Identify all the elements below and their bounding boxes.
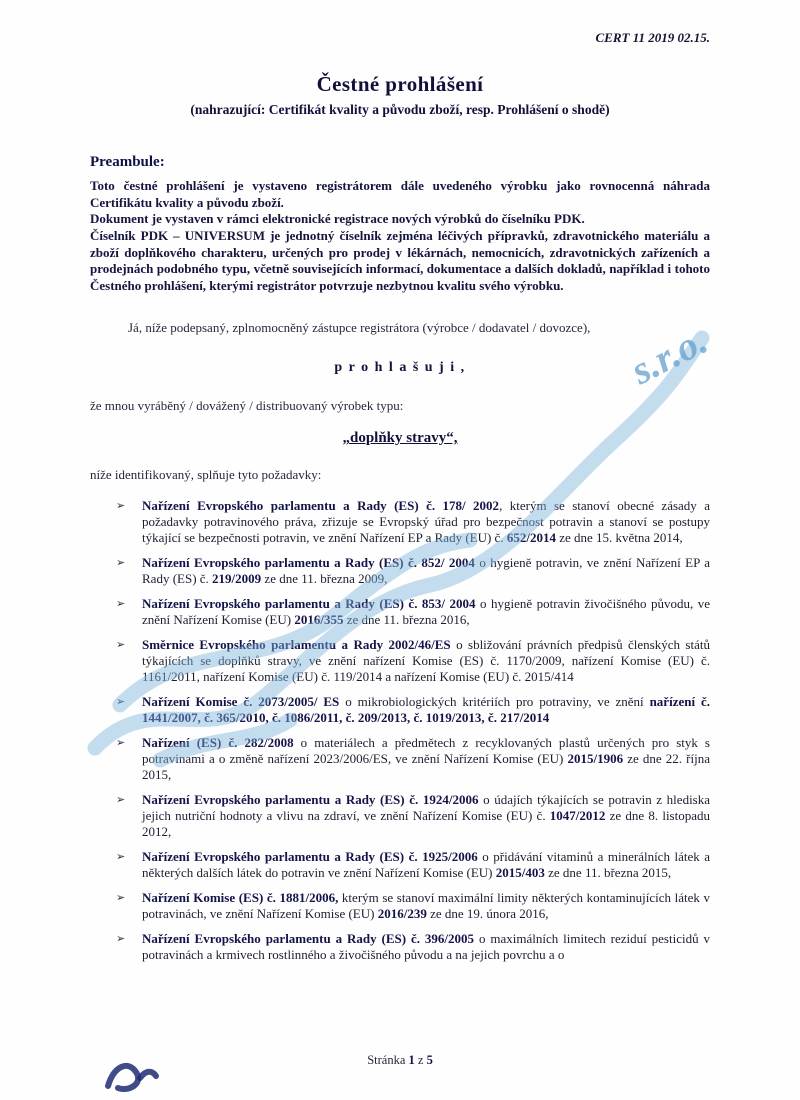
requirement-item [90, 849, 710, 881]
footer-label: Stránka [367, 1053, 406, 1067]
preamble-paragraph-1: Toto čestné prohlášení je vystaveno registrátorem dále uvedeného výrobku jako rovnocenná náhrada Certifikátu kvality a původu zboží. [90, 178, 710, 210]
product-type: „doplňky stravy“, [342, 430, 458, 447]
arrow-bullet-icon: ➢ [116, 556, 126, 570]
footer-total-pages: 5 [426, 1053, 433, 1067]
requirement-item [90, 735, 710, 783]
footer-page-number: 1 [408, 1053, 415, 1067]
requirement-item [90, 555, 710, 587]
requirement-item [90, 498, 710, 546]
arrow-bullet-icon: ➢ [116, 638, 126, 652]
requirement-item [90, 931, 710, 963]
requirements-list [90, 498, 710, 963]
requirement-text: Nařízení Komise č. 2073/2005/ ES o mikrobiologických kritériích pro potraviny, ve znění nařízení č. 1441/2007, č. 365/2010, č. 1086/2011, č. 209/2013, č. 1019/2013, č. 217/2014 [142, 694, 710, 726]
document-code: CERT 11 2019 02.15. [595, 30, 710, 45]
document-title: Čestné prohlášení [316, 72, 484, 96]
arrow-bullet-icon: ➢ [116, 793, 126, 807]
requirement-text: Nařízení Evropského parlamentu a Rady (ES) č. 1924/2006 o údajích týkajících se potravin z hlediska jejich nutriční hodnoty a vlivu na zdraví, ve znění Nařízení Komise (EU) č. 1047/2012 ze dne 8. listopadu 2012, [142, 792, 711, 840]
preamble-paragraph-3: Číselník PDK – UNIVERSUM je jednotný číselník zejména léčivých přípravků, zdravotnického materiálu a zboží doplňkového charakteru, určených pro prodej v lékárnách, nemocnicích, zdravotnických zařízeních a prodejnách podobného typu, včetně souvisejících informací, dokumentace a dalších dokladů, například i tohoto Čestného prohlášení, kterými registrátor potvrzuje nezbytnou kvalitu svého výrobku. [90, 227, 710, 293]
requirement-text: Nařízení Komise (ES) č. 1881/2006, kterým se stanoví maximální limity některých kontaminujících látek v potravinách, ve znění Nařízení Komise (EU) 2016/239 ze dne 19. února 2016, [142, 890, 711, 922]
document-subtitle: (nahrazující: Certifikát kvality a původu zboží, resp. Prohlášení o shodě) [190, 102, 610, 117]
arrow-bullet-icon: ➢ [116, 891, 126, 905]
arrow-bullet-icon: ➢ [116, 597, 126, 611]
requirement-item [90, 596, 710, 628]
requirement-text: Nařízení Evropského parlamentu a Rady (ES) č. 396/2005 o maximálních limitech reziduí pesticidů v potravinách a krmivech rostlinného a živočišného původu a na jejich povrchu a o [142, 931, 710, 963]
requirement-item [90, 637, 710, 685]
requirement-item [90, 890, 710, 922]
declarer-line: Já, níže podepsaný, zplnomocněný zástupce registrátora (výrobce / dodavatel / dovozce), [128, 320, 591, 336]
declaration-word: p r o h l a š u j i , [334, 360, 466, 376]
product-intro-line: že mnou vyráběný / dovážený / distribuovaný výrobek typu: [90, 398, 404, 414]
requirement-text: Nařízení (ES) č. 282/2008 o materiálech a předmětech z recyklovaných plastů určených pro styk s potravinami a o změně nařízení 2023/2006/ES, ve znění Nařízení Komise (EU) 2015/1906 ze dne 22. října 2015, [142, 735, 710, 783]
page-footer [0, 1053, 800, 1068]
preamble-paragraph-2: Dokument je vystaven v rámci elektronické registrace nových výrobků do číselníku PDK. [90, 211, 585, 227]
arrow-bullet-icon: ➢ [116, 932, 126, 946]
arrow-bullet-icon: ➢ [116, 850, 126, 864]
requirement-item [90, 792, 710, 840]
watermark-text: s.r.o. [623, 317, 715, 394]
requirement-text: Nařízení Evropského parlamentu a Rady (ES) č. 852/ 2004 o hygieně potravin, ve znění Nařízení EP a Rady (ES) č. 219/2009 ze dne 11. března 2009, [142, 555, 711, 587]
requirement-text: Směrnice Evropského parlamentu a Rady 2002/46/ES o sbližování právních předpisů členských států týkajících se doplňků stravy, ve znění nařízení Komise (ES) č. 1170/2009, nařízení Komise (EU) č. 1161/2011, nařízení Komise (EU) č. 119/2014 a nařízení Komise (EU) č. 2015/414 [142, 637, 710, 685]
requirement-text: Nařízení Evropského parlamentu a Rady (ES) č. 178/ 2002, kterým se stanoví obecné zásady a požadavky potravinového práva, zřizuje se Evropský úřad pro bezpečnost potravin a stanoví se postupy týkající se bezpečnosti potravin, ve znění Nařízení EP a Rady (EU) č. 652/2014 ze dne 15. května 2014, [142, 498, 710, 546]
footer-separator: z [417, 1053, 424, 1067]
requirement-text: Nařízení Evropského parlamentu a Rady (ES) č. 1925/2006 o přidávání vitaminů a minerálních látek a některých dalších látek do potravin ve znění Nařízení Komise (EU) 2015/403 ze dne 11. března 2015, [142, 849, 711, 881]
arrow-bullet-icon: ➢ [116, 499, 126, 513]
preamble-heading: Preambule: [90, 154, 165, 170]
requirement-item [90, 694, 710, 726]
arrow-bullet-icon: ➢ [116, 736, 126, 750]
requirement-text: Nařízení Evropského parlamentu a Rady (ES) č. 853/ 2004 o hygieně potravin živočišného původu, ve znění Nařízení Komise (EU) 2016/355 ze dne 11. března 2016, [142, 596, 710, 628]
arrow-bullet-icon: ➢ [116, 695, 126, 709]
requirements-intro-line: níže identifikovaný, splňuje tyto požadavky: [90, 467, 322, 483]
